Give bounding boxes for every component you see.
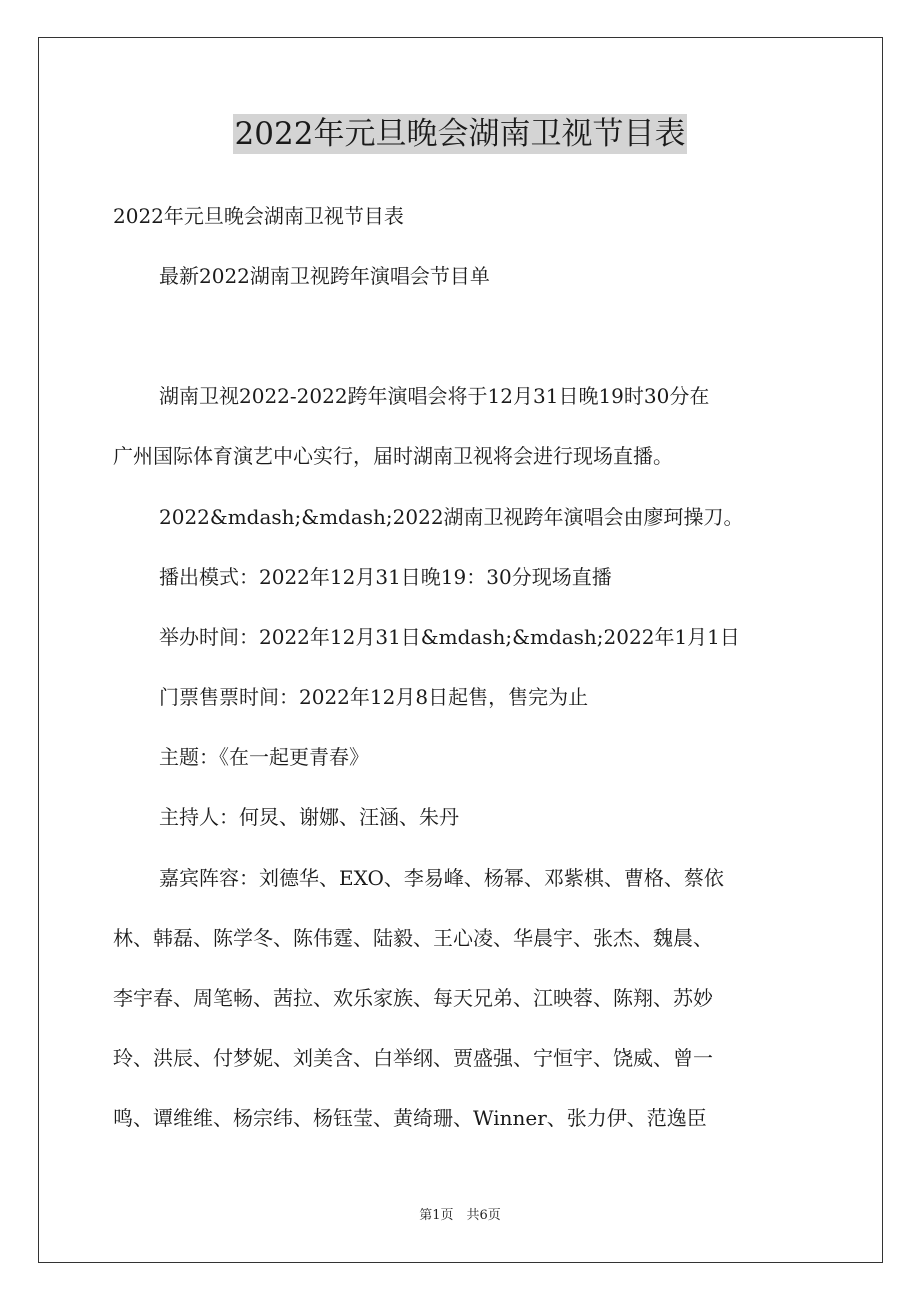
text-line-ticket-sale: 门票售票时间：2022年12月8日起售，售完为止 [159,685,589,709]
page-number: 第1页 共6页 [419,1208,501,1223]
text-line-guests: 嘉宾阵容：刘德华、EXO、李易峰、杨幂、邓紫棋、曹格、蔡依 [159,866,724,890]
text-line-intro-continued: 广州国际体育演艺中心实行，届时湖南卫视将会进行现场直播。 [113,444,673,468]
text-line-hosts: 主持人：何炅、谢娜、汪涵、朱丹 [159,805,459,829]
text-line-broadcast-mode: 播出模式：2022年12月31日晚19：30分现场直播 [159,565,612,589]
text-line-guests-2: 林、韩磊、陈学冬、陈伟霆、陆毅、王心凌、华晨宇、张杰、魏晨、 [113,926,713,950]
text-line-director: 2022&mdash;&mdash;2022湖南卫视跨年演唱会由廖珂操刀。 [159,505,744,529]
text-line-theme: 主题：《在一起更青春》 [159,745,369,769]
document-title: 2022年元旦晚会湖南卫视节目表 [234,116,686,152]
text-line-guests-4: 玲、洪辰、付梦妮、刘美含、白举纲、贾盛强、宁恒宇、饶威、曾一 [113,1046,713,1070]
text-line-guests-5: 鸣、谭维维、杨宗纬、杨钰莹、黄绮珊、Winner、张力伊、范逸臣 [113,1106,707,1130]
text-line-intro: 湖南卫视2022-2022跨年演唱会将于12月31日晚19时30分在 [159,384,710,408]
text-line-guests-3: 李宇春、周笔畅、茜拉、欢乐家族、每天兄弟、江映蓉、陈翔、苏妙 [113,986,713,1010]
text-line-program-list: 最新2022湖南卫视跨年演唱会节目单 [159,264,490,288]
text-line-subtitle: 2022年元旦晚会湖南卫视节目表 [113,204,404,228]
text-line-event-time: 举办时间：2022年12月31日&mdash;&mdash;2022年1月1日 [159,625,740,649]
